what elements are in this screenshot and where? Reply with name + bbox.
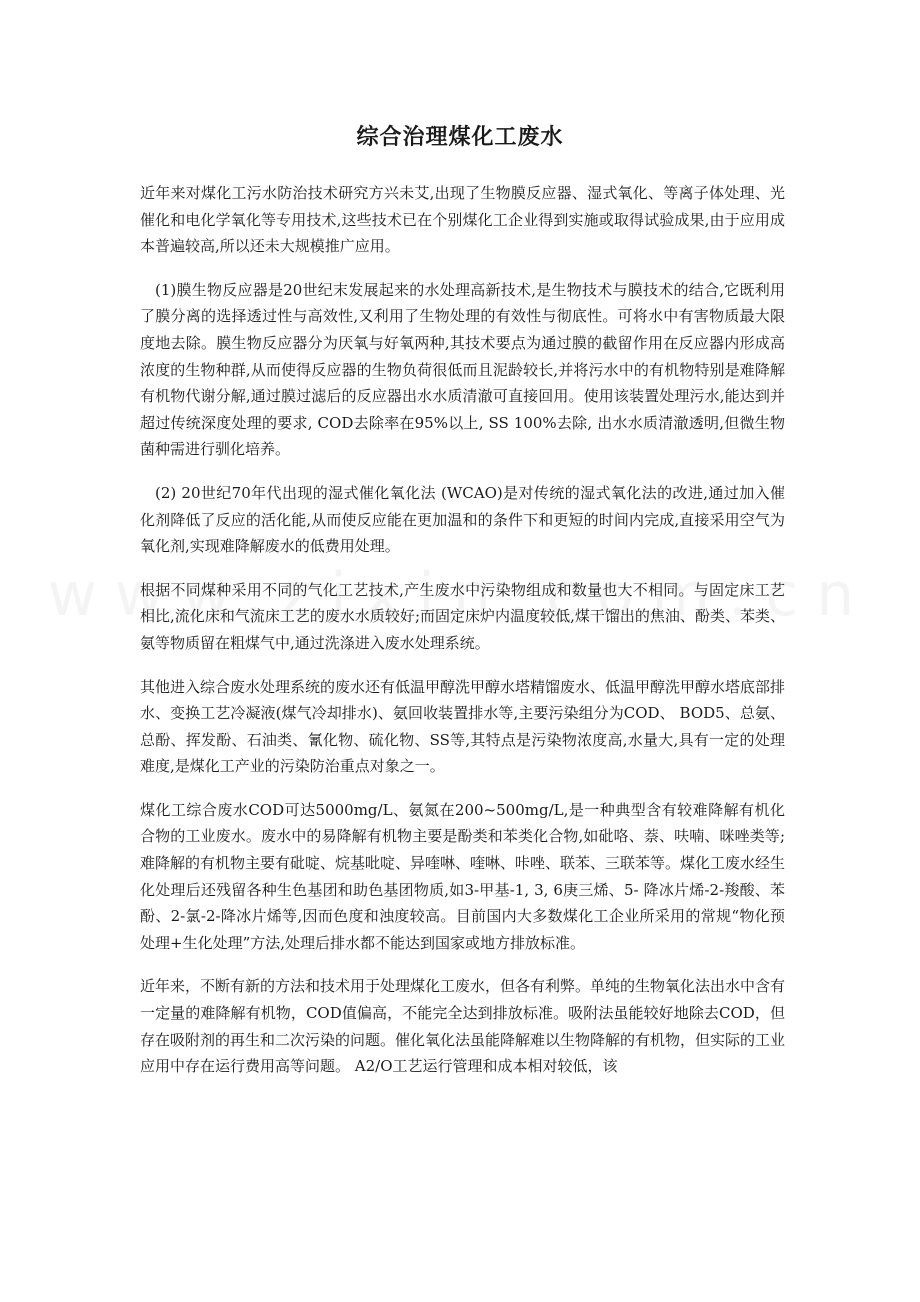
document-title: 综合治理煤化工废水 [356,124,564,150]
document-body [140,180,785,1097]
paragraph-recent-methods: 近年来，不断有新的方法和技术用于处理煤化工废水，但各有利弊。单纯的生物氧化法出水中含有一定量的难降解有机物，COD值偏高，不能完全达到排放标准。吸附法虽能较好地除去COD，但存在吸附剂的再生和二次污染的问题。催化氧化法虽能降解难以生物降解的有机物，但实际的工业应用中存在运行费用高等问题。 A2/O工艺运行管理和成本相对较低，该 [140,977,786,1076]
paragraph-membrane-bioreactor: (1)膜生物反应器是20世纪末发展起来的水处理高新技术,是生物技术与膜技术的结合,它既利用了膜分离的选择透过性与高效性,又利用了生物处理的有效性与彻底性。可将水中有害物质最大限度地去除。膜生物反应器分为厌氧与好氧两种,其技术要点为通过膜的截留作用在反应器内形成高浓度的生物种群,从而使得反应器的生物负荷很低而且泥龄较长,并将污水中的有机物特别是难降解有机物代谢分解,通过膜过滤后的反应器出水水质清澈可直接回用。使用该装置处理污水,能达到并超过传统深度处理的要求, COD去除率在95%以上, SS 100%去除, 出水水质清澈透明,但微生物菌种需进行驯化培养。 [140,280,785,459]
paragraph-intro: 近年来对煤化工污水防治技术研究方兴未艾,出现了生物膜反应器、湿式氧化、等离子体处理、光催化和电化学氧化等专用技术,这些技术已在个别煤化工企业得到实施或取得试验成果,由于应用成本普遍较高,所以还未大规模推广应用。 [140,184,785,256]
paragraph-other-wastewater: 其他进入综合废水处理系统的废水还有低温甲醇洗甲醇水塔精馏废水、低温甲醇洗甲醇水塔底部排水、变换工艺冷凝液(煤气冷却排水)、氨回收装置排水等,主要污染组分为COD、 BOD5、总氨、总酚、挥发酚、石油类、氰化物、硫化物、SS等,其特点是污染物浓度高,水量大,具有一定的处理难度,是煤化工产业的污染防治重点对象之一。 [140,677,786,776]
paragraph-cod-ammonia: 煤化工综合废水COD可达5000mg/L、氨氮在200~500mg/L,是一种典型含有较难降解有机化合物的工业废水。废水中的易降解有机物主要是酚类和苯类化合物,如砒咯、萘、呋喃、咪唑类等;难降解的有机物主要有砒啶、烷基吡啶、异喹啉、喹啉、咔唑、联苯、三联苯等。煤化工废水经生化处理后还残留各种生色基团和助色基团物质,如3-甲基-1, 3, 6庚三烯、5- 降冰片烯-2-羧酸、苯酚、2-氯-2-降冰片烯等,因而色度和浊度较高。目前国内大多数煤化工企业所采用的常规“物化预处理+生化处理”方法,处理后排水都不能达到国家或地方排放标准。 [140,800,786,952]
paragraph-gasification: 根据不同煤种采用不同的气化工艺技术,产生废水中污染物组成和数量也大不相同。与固定床工艺相比,流化床和气流床工艺的废水水质较好;而固定床炉内温度较低,煤干馏出的焦油、酚类、苯类、氨等物质留在粗煤气中,通过洗涤进入废水处理系统。 [140,580,785,652]
paragraph-wet-catalytic-oxidation: (2) 20世纪70年代出现的湿式催化氧化法 (WCAO)是对传统的湿式氧化法的改进,通过加入催化剂降低了反应的活化能,从而使反应能在更加温和的条件下和更短的时间内完成,直接采用空气为氧化剂,实现难降解废水的低费用处理。 [140,483,785,556]
